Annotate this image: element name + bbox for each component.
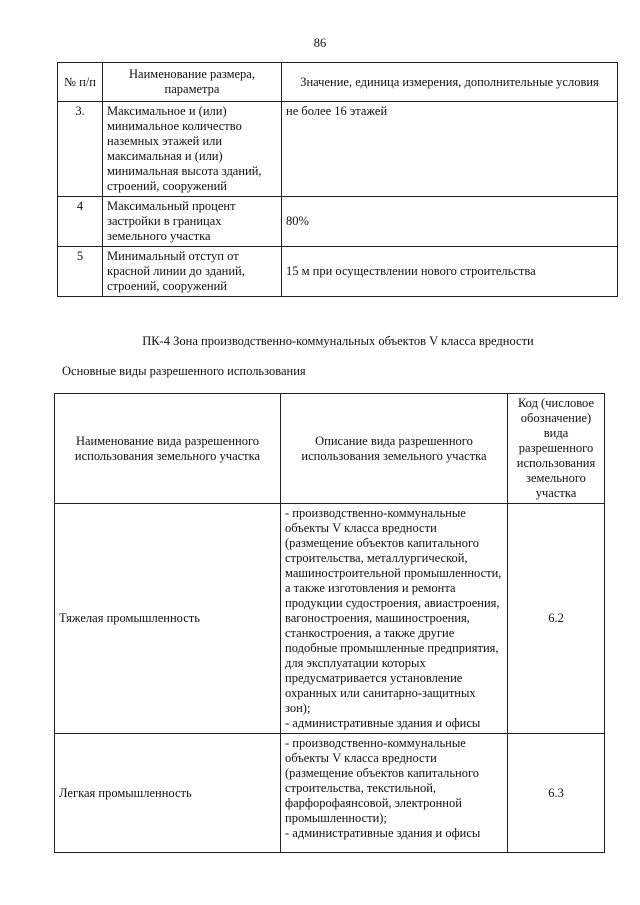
row-parameter-name: Минимальный отступ от красной линии до зданий, строений, сооружений xyxy=(103,247,282,297)
table-header-row xyxy=(58,63,618,102)
use-description-main: - производственно-коммунальные объекты V класса вредности (размещение объектов капитального строительства, металлургической, машиностроительной промышленности, а также изготовления и ремонта продукции судостроения, авиастроения, вагоностроения, машиностроения, станкостроения, а также другие подобные промышленные предприятия, для эксплуатации которых предусматривается установление охранных или санитарно-защитных зон); xyxy=(285,506,502,715)
header-number: № п/п xyxy=(58,63,103,102)
use-description-extra: - административные здания и офисы xyxy=(285,716,481,730)
use-code: 6.3 xyxy=(508,734,605,853)
use-description xyxy=(281,504,508,734)
table-row xyxy=(58,102,618,197)
table-row xyxy=(55,734,605,853)
header-use-description: Описание вида разрешенного использования земельного участка xyxy=(281,394,508,504)
row-number: 4 xyxy=(58,197,103,247)
section-title: Основные виды разрешенного использования xyxy=(62,364,306,378)
use-description xyxy=(281,734,508,853)
row-parameter-name: Максимальный процент застройки в границах земельного участка xyxy=(103,197,282,247)
header-use-name: Наименование вида разрешенного использования земельного участка xyxy=(55,394,281,504)
header-value: Значение, единица измерения, дополнительные условия xyxy=(282,63,618,102)
use-name: Легкая промышленность xyxy=(55,734,281,853)
row-number: 5 xyxy=(58,247,103,297)
row-number: 3. xyxy=(58,102,103,197)
use-code: 6.2 xyxy=(508,504,605,734)
header-parameter-name: Наименование размера, параметра xyxy=(103,63,282,102)
use-name: Тяжелая промышленность xyxy=(55,504,281,734)
row-parameter-name: Максимальное и (или) минимальное количество наземных этажей или максимальная и (или) минимальная высота зданий, строений, сооружений xyxy=(103,102,282,197)
land-use-table xyxy=(54,393,605,853)
header-use-code: Код (числовое обозначение) вида разрешенного использования земельного участка xyxy=(508,394,605,504)
row-value: не более 16 этажей xyxy=(282,102,618,197)
table-row xyxy=(58,247,618,297)
use-description-main: - производственно-коммунальные объекты V класса вредности (размещение объектов капитального строительства, текстильной, фарфорофаянсовой, электронной промышленности); xyxy=(285,736,480,825)
table-row xyxy=(58,197,618,247)
row-value: 80% xyxy=(282,197,618,247)
page-number: 86 xyxy=(313,36,327,50)
parameters-table xyxy=(57,62,618,297)
table-row xyxy=(55,504,605,734)
use-description-extra: - административные здания и офисы xyxy=(285,826,481,840)
row-value: 15 м при осуществлении нового строительства xyxy=(282,247,618,297)
table-header-row xyxy=(55,394,605,504)
zone-title: ПК-4 Зона производственно-коммунальных объектов V класса вредности xyxy=(142,334,534,348)
